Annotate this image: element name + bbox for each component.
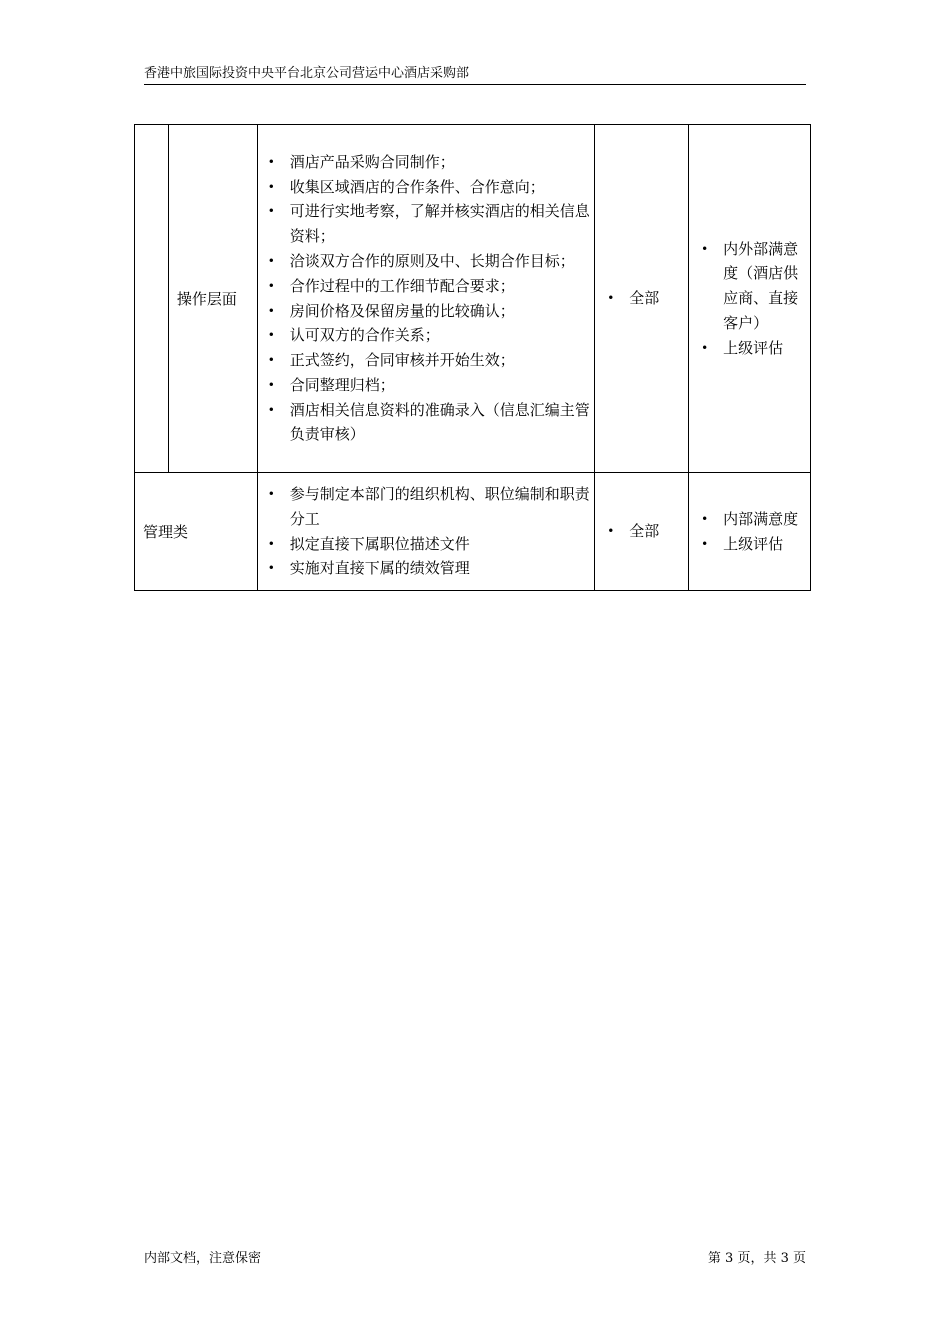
management-content-cell xyxy=(257,473,594,591)
list-item: • 合作过程中的工作细节配合要求； xyxy=(260,274,590,299)
page-header xyxy=(144,66,806,85)
operation-label: 操作层面 xyxy=(176,290,237,308)
header-company: 香港中旅国际投资中央平台北京公司营运中心酒店采购部 xyxy=(144,66,470,81)
management-evaluation-list xyxy=(693,507,804,557)
list-item: • 房间价格及保留房量的比较确认； xyxy=(260,299,590,324)
management-label: 管理类 xyxy=(143,523,189,541)
management-scope-cell xyxy=(595,473,689,591)
list-item: • 收集区域酒店的合作条件、合作意向； xyxy=(260,175,590,200)
operation-scope-cell xyxy=(595,125,689,473)
list-item: • 参与制定本部门的组织机构、职位编制和职责分工 xyxy=(260,482,590,532)
list-item: • 全部 xyxy=(599,286,688,311)
operation-scope-list xyxy=(599,286,688,311)
management-content-list xyxy=(260,482,590,581)
management-label-cell xyxy=(135,473,258,591)
management-scope-list xyxy=(599,519,688,544)
list-item: • 内外部满意度（酒店供应商、直接客户） xyxy=(693,237,804,336)
list-item: • 洽谈双方合作的原则及中、长期合作目标； xyxy=(260,249,590,274)
list-item: • 全部 xyxy=(599,519,688,544)
operation-evaluation-list xyxy=(693,237,804,361)
list-item: • 上级评估 xyxy=(693,532,804,557)
list-item: • 实施对直接下属的绩效管理 xyxy=(260,556,590,581)
list-item: • 内部满意度 xyxy=(693,507,804,532)
list-item: • 上级评估 xyxy=(693,336,804,361)
list-item: • 认可双方的合作关系； xyxy=(260,323,590,348)
footer-page-number: 第 3 页，共 3 页 xyxy=(707,1251,806,1266)
list-item: • 酒店相关信息资料的准确录入（信息汇编主管负责审核） xyxy=(260,398,590,448)
management-row xyxy=(135,473,811,591)
list-item: • 可进行实地考察，了解并核实酒店的相关信息资料； xyxy=(260,199,590,249)
management-evaluation-cell xyxy=(689,473,811,591)
duty-table xyxy=(134,124,811,591)
list-item: • 正式签约，合同审核并开始生效； xyxy=(260,348,590,373)
operation-evaluation-cell xyxy=(689,125,811,473)
list-item: • 酒店产品采购合同制作； xyxy=(260,150,590,175)
list-item: • 合同整理归档； xyxy=(260,373,590,398)
footer-confidential: 内部文档，注意保密 xyxy=(144,1251,262,1266)
operation-row xyxy=(135,125,811,473)
operation-content-list xyxy=(260,150,590,448)
list-item: • 拟定直接下属职位描述文件 xyxy=(260,532,590,557)
operation-label-cell xyxy=(168,125,257,473)
operation-content-cell xyxy=(257,125,594,473)
category-spacer-cell xyxy=(135,125,169,473)
